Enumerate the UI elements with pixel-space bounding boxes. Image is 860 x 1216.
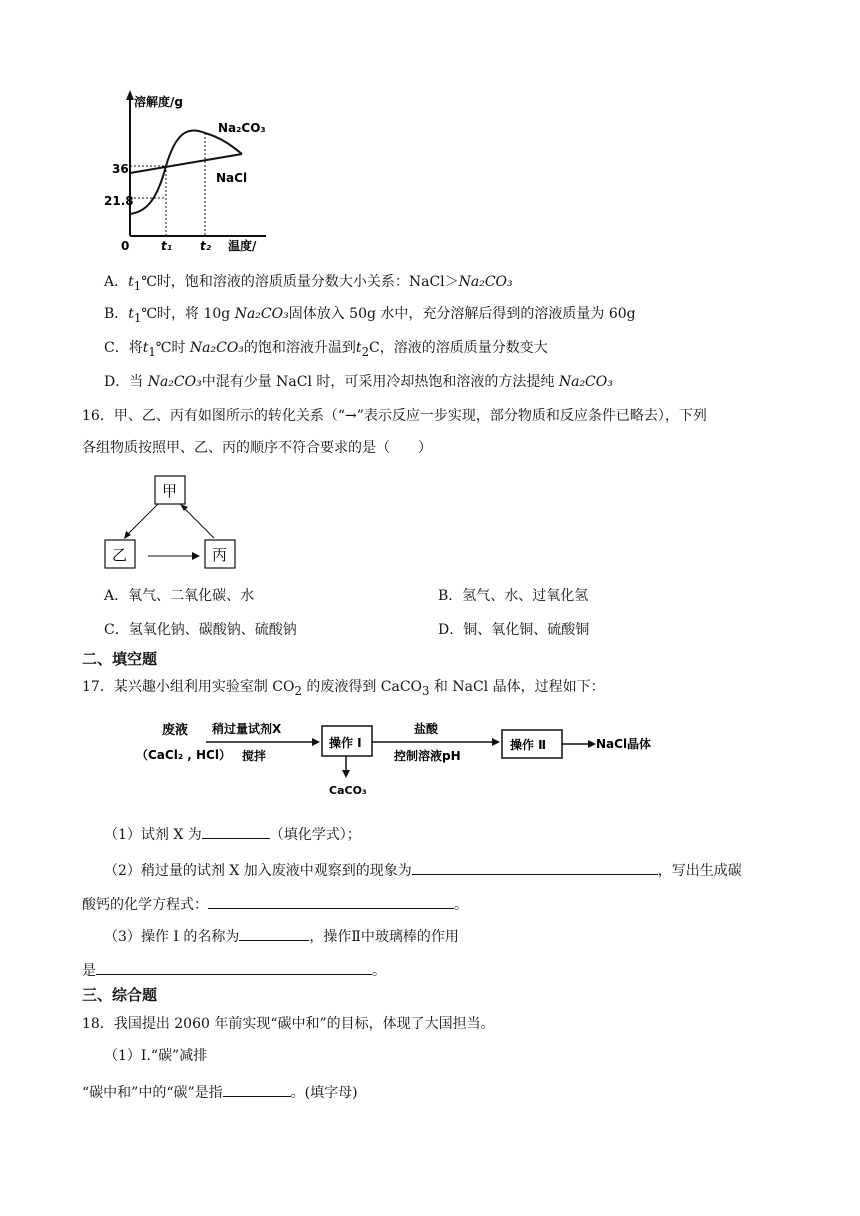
q17-intro: 17．某兴趣小组利用实验室制 $CO_2$ 的废液得到 CaCO$_3$ 和 NaCl 晶体，过程如下： <box>82 679 605 698</box>
x-tick-0: 0 <box>121 239 130 253</box>
arrowhead-waste-op1 <box>312 738 320 746</box>
nacl-label: NaCl <box>216 171 248 185</box>
ph-label: 控制溶液pH <box>394 749 461 763</box>
q18-blank-1[interactable] <box>223 1080 291 1097</box>
q18-question: “碳中和”中的“碳”是指 。(填字母) <box>82 1080 358 1103</box>
arrow-bing-jia <box>182 506 214 538</box>
label-yi: 乙 <box>112 546 128 564</box>
arrow-jia-yi <box>126 504 158 536</box>
q17-part3: （3）操作 I 的名称为 ，操作Ⅱ中玻璃棒的作用 <box>104 924 459 947</box>
q16-option-d: D．铜、氧化铜、硫酸铜 <box>438 622 590 638</box>
arrowhead-bing-jia <box>180 504 188 511</box>
conversion-diagram <box>100 474 250 574</box>
q17-part3-cont: 是 。 <box>82 958 386 981</box>
op1-label: 操作 Ⅰ <box>329 736 362 750</box>
section-fill-in: 二、填空题 <box>82 650 158 668</box>
waste-composition: （CaCl₂ , HCl） <box>136 748 231 762</box>
arrowhead-op1-op2 <box>492 738 500 746</box>
arrowhead-op2-product <box>588 740 596 748</box>
q17-blank-1[interactable] <box>202 822 270 839</box>
label-jia: 甲 <box>162 482 178 500</box>
q15-option-c: C．将$t_1℃$时 Na₂CO₃的饱和溶液升温到$t_2C$，溶液的溶质质量分数变大 <box>104 340 548 359</box>
process-flow-diagram <box>136 712 676 802</box>
acid-label: 盐酸 <box>414 722 439 736</box>
q17-part1: （1）试剂 X 为 （填化学式）； <box>104 822 361 845</box>
q18-sub1: （1）Ⅰ.“碳”减排 <box>104 1048 208 1064</box>
q17-part2-equation: 酸钙的化学方程式： 。 <box>82 892 468 915</box>
section-comprehensive: 三、综合题 <box>82 986 158 1004</box>
x-tick-t1: t₁ <box>161 239 172 253</box>
y-axis-arrow <box>126 90 134 100</box>
q15-option-d: D．当 Na₂CO₃中混有少量 NaCl 时，可采用冷却热饱和溶液的方法提纯 Na₂CO₃ <box>104 374 613 390</box>
arrowhead-yi-bing <box>192 552 200 560</box>
q16-stem-line2: 各组物质按照甲、乙、丙的顺序不符合要求的是（ ） <box>82 440 432 456</box>
q17-blank-2[interactable] <box>412 858 658 875</box>
q16-option-c: C．氢氧化钠、碳酸钠、硫酸钠 <box>104 622 297 638</box>
y-tick-36: 36 <box>112 162 129 176</box>
q18-intro: 18．我国提出 2060 年前实现“碳中和”的目标，体现了大国担当。 <box>82 1016 495 1032</box>
q16-option-a: A．氧气、二氧化碳、水 <box>104 588 255 604</box>
op2-label: 操作 Ⅱ <box>510 738 547 752</box>
x-axis-label: 温度/ <box>228 239 257 253</box>
q16-option-b: B．氢气、水、过氧化氢 <box>438 588 589 604</box>
q16-stem-line1: 16．甲、乙、丙有如图所示的转化关系（“→”表示反应一步实现，部分物质和反应条件已略去），下列 <box>82 408 707 424</box>
stir-label: 搅拌 <box>242 749 267 763</box>
arrowhead-op1-caco3 <box>342 770 350 778</box>
label-bing: 丙 <box>212 546 228 564</box>
caco3-label: CaCO₃ <box>329 784 367 797</box>
product-label: NaCl晶体 <box>596 737 652 751</box>
na2co3-label: Na₂CO₃ <box>218 121 266 135</box>
solubility-chart <box>104 86 274 258</box>
q17-blank-4[interactable] <box>239 924 309 941</box>
y-axis-label: 溶解度/g <box>134 95 183 109</box>
q17-blank-5[interactable] <box>96 958 372 975</box>
reagent-label: 稍过量试剂X <box>212 722 282 736</box>
q15-option-a: A．$t_1℃$时，饱和溶液的溶质质量分数大小关系：NaCl＞Na₂CO₃ <box>104 274 513 293</box>
x-tick-t2: t₂ <box>200 239 211 253</box>
y-tick-21-8: 21.8 <box>104 194 134 208</box>
q15-option-b: B．$t_1℃$时，将 10g Na₂CO₃固体放入 50g 水中，充分溶解后得到的溶液质量为 60g <box>104 306 636 325</box>
waste-label: 废液 <box>162 723 189 738</box>
q17-blank-3[interactable] <box>208 892 454 909</box>
q17-part2: （2）稍过量的试剂 X 加入废液中观察到的现象为 ，写出生成碳 <box>104 858 742 881</box>
